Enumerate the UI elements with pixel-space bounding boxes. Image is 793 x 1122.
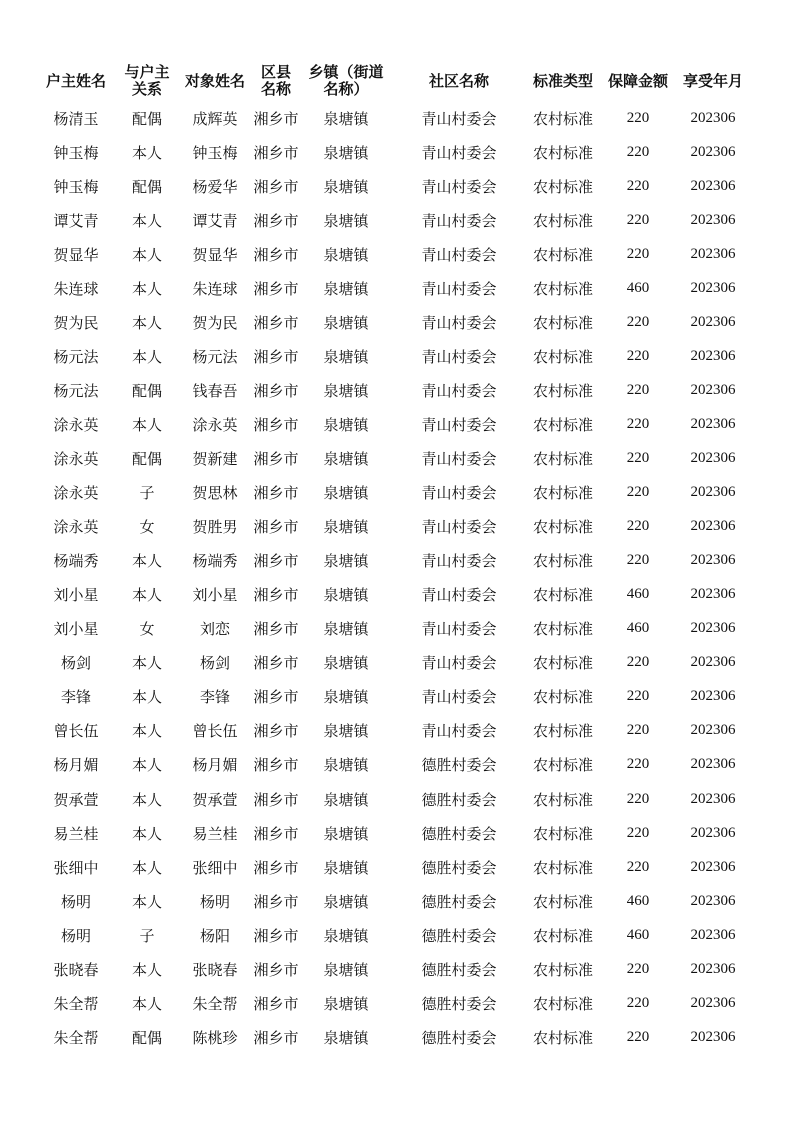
cell-householder-name: 谭艾青	[53, 211, 99, 230]
cell-period: 202306	[690, 381, 736, 398]
table-row	[0, 544, 793, 578]
cell-community: 德胜村委会	[421, 1028, 497, 1047]
header-relation: 与户主 关系	[124, 63, 170, 98]
cell-community: 青山村委会	[421, 415, 497, 434]
cell-amount: 220	[626, 177, 650, 194]
cell-subject-name: 贺新建	[192, 450, 238, 468]
cell-county: 湘乡市	[253, 858, 299, 877]
cell-standard-type: 农村标准	[532, 381, 593, 400]
cell-community: 德胜村委会	[421, 994, 497, 1013]
cell-subject-name: 谭艾青	[192, 211, 238, 230]
cell-township: 泉塘镇	[323, 756, 369, 775]
cell-subject-name: 贺显华	[192, 245, 238, 264]
cell-subject-name: 贺胜男	[192, 518, 238, 537]
cell-period: 202306	[690, 960, 736, 977]
cell-county: 湘乡市	[253, 143, 299, 162]
cell-community: 青山村委会	[421, 177, 497, 196]
cell-county: 湘乡市	[253, 279, 299, 298]
cell-county: 湘乡市	[253, 313, 299, 332]
table-row	[0, 135, 793, 169]
cell-township: 泉塘镇	[323, 994, 369, 1013]
cell-county: 湘乡市	[253, 347, 299, 366]
cell-period: 202306	[690, 245, 736, 262]
cell-standard-type: 农村标准	[532, 926, 593, 945]
cell-period: 202306	[690, 518, 736, 535]
cell-community: 青山村委会	[421, 586, 497, 605]
cell-householder-name: 易兰桂	[53, 824, 99, 843]
header-subject-name: 对象姓名	[184, 71, 245, 90]
cell-standard-type: 农村标准	[532, 620, 593, 639]
cell-period: 202306	[690, 450, 736, 466]
cell-community: 青山村委会	[421, 722, 497, 741]
cell-amount: 220	[626, 347, 650, 364]
cell-householder-name: 张细中	[53, 858, 99, 877]
cell-standard-type: 农村标准	[532, 450, 593, 468]
cell-period: 202306	[690, 722, 736, 739]
cell-standard-type: 农村标准	[532, 415, 593, 434]
cell-standard-type: 农村标准	[532, 313, 593, 332]
table-row	[0, 816, 793, 850]
cell-county: 湘乡市	[253, 586, 299, 605]
cell-period: 202306	[690, 620, 736, 637]
cell-amount: 220	[626, 245, 650, 262]
cell-householder-name: 杨明	[60, 892, 91, 911]
cell-township: 泉塘镇	[323, 177, 369, 196]
cell-standard-type: 农村标准	[532, 143, 593, 162]
cell-subject-name: 张晓春	[192, 960, 238, 979]
table-row	[0, 714, 793, 748]
cell-period: 202306	[690, 347, 736, 364]
table-row	[0, 646, 793, 680]
cell-subject-name: 朱全帮	[192, 994, 238, 1013]
cell-township: 泉塘镇	[323, 211, 369, 230]
cell-relation: 本人	[131, 994, 162, 1013]
cell-householder-name: 涂永英	[53, 484, 99, 503]
header-county: 区县 名称	[260, 63, 291, 98]
cell-subject-name: 刘恋	[199, 620, 230, 639]
cell-standard-type: 农村标准	[532, 109, 593, 128]
cell-standard-type: 农村标准	[532, 654, 593, 673]
cell-community: 青山村委会	[421, 518, 497, 537]
cell-township: 泉塘镇	[323, 415, 369, 434]
cell-householder-name: 杨月媚	[53, 756, 99, 775]
cell-community: 青山村委会	[421, 381, 497, 400]
cell-community: 青山村委会	[421, 484, 497, 503]
table-row	[0, 169, 793, 203]
cell-standard-type: 农村标准	[532, 245, 593, 264]
cell-standard-type: 农村标准	[532, 586, 593, 605]
cell-township: 泉塘镇	[323, 824, 369, 843]
cell-county: 湘乡市	[253, 211, 299, 230]
cell-relation: 本人	[131, 756, 162, 775]
cell-period: 202306	[690, 177, 736, 194]
cell-subject-name: 杨元法	[192, 347, 238, 366]
cell-township: 泉塘镇	[323, 790, 369, 809]
cell-householder-name: 刘小星	[53, 620, 99, 639]
cell-county: 湘乡市	[253, 450, 299, 468]
cell-subject-name: 涂永英	[192, 415, 238, 434]
cell-amount: 220	[626, 484, 650, 501]
cell-community: 青山村委会	[421, 109, 497, 128]
cell-amount: 460	[626, 586, 650, 603]
cell-community: 德胜村委会	[421, 858, 497, 877]
cell-standard-type: 农村标准	[532, 994, 593, 1013]
cell-householder-name: 张晓春	[53, 960, 99, 979]
table-row	[0, 271, 793, 305]
cell-relation: 女	[139, 518, 155, 537]
cell-subject-name: 钱春吾	[192, 381, 238, 400]
cell-community: 青山村委会	[421, 654, 497, 673]
cell-householder-name: 刘小星	[53, 586, 99, 605]
table-header	[0, 58, 793, 104]
cell-community: 青山村委会	[421, 620, 497, 639]
cell-township: 泉塘镇	[323, 1028, 369, 1047]
cell-subject-name: 陈桃珍	[192, 1028, 238, 1047]
cell-community: 德胜村委会	[421, 892, 497, 911]
table-row	[0, 339, 793, 373]
cell-township: 泉塘镇	[323, 347, 369, 366]
cell-subject-name: 杨端秀	[192, 552, 238, 571]
table-row	[0, 748, 793, 782]
cell-amount: 220	[626, 994, 650, 1011]
cell-community: 青山村委会	[421, 552, 497, 571]
cell-period: 202306	[690, 1028, 736, 1045]
cell-relation: 本人	[131, 313, 162, 332]
cell-subject-name: 杨爱华	[192, 177, 238, 196]
cell-township: 泉塘镇	[323, 518, 369, 537]
cell-amount: 460	[626, 892, 650, 909]
cell-householder-name: 钟玉梅	[53, 177, 99, 196]
cell-amount: 460	[626, 620, 650, 637]
cell-township: 泉塘镇	[323, 926, 369, 945]
cell-county: 湘乡市	[253, 245, 299, 264]
cell-standard-type: 农村标准	[532, 518, 593, 537]
table-row	[0, 918, 793, 952]
cell-subject-name: 曾长伍	[192, 722, 238, 741]
cell-community: 青山村委会	[421, 279, 497, 298]
cell-householder-name: 杨端秀	[53, 552, 99, 571]
cell-relation: 本人	[131, 858, 162, 877]
cell-amount: 220	[626, 143, 650, 160]
cell-period: 202306	[690, 858, 736, 875]
cell-township: 泉塘镇	[323, 245, 369, 264]
cell-standard-type: 农村标准	[532, 824, 593, 843]
cell-period: 202306	[690, 313, 736, 330]
cell-standard-type: 农村标准	[532, 858, 593, 877]
cell-householder-name: 贺为民	[53, 313, 99, 332]
cell-amount: 220	[626, 790, 650, 807]
cell-amount: 220	[626, 415, 650, 432]
cell-relation: 本人	[131, 790, 162, 809]
table-row	[0, 373, 793, 407]
cell-householder-name: 贺显华	[53, 245, 99, 264]
cell-relation: 子	[139, 926, 155, 945]
cell-householder-name: 曾长伍	[53, 722, 99, 741]
header-community: 社区名称	[428, 71, 489, 90]
cell-standard-type: 农村标准	[532, 960, 593, 979]
cell-township: 泉塘镇	[323, 484, 369, 503]
cell-relation: 本人	[131, 211, 162, 230]
cell-subject-name: 杨剑	[199, 654, 230, 673]
cell-township: 泉塘镇	[323, 143, 369, 162]
cell-township: 泉塘镇	[323, 552, 369, 571]
cell-period: 202306	[690, 586, 736, 603]
cell-amount: 220	[626, 381, 650, 398]
cell-period: 202306	[690, 143, 736, 160]
cell-householder-name: 杨元法	[53, 347, 99, 366]
cell-township: 泉塘镇	[323, 586, 369, 605]
cell-relation: 子	[139, 484, 155, 503]
table-row	[0, 510, 793, 544]
cell-amount: 460	[626, 279, 650, 296]
cell-standard-type: 农村标准	[532, 688, 593, 707]
cell-standard-type: 农村标准	[532, 756, 593, 775]
cell-relation: 女	[139, 620, 155, 639]
cell-township: 泉塘镇	[323, 620, 369, 639]
cell-county: 湘乡市	[253, 484, 299, 503]
cell-householder-name: 杨元法	[53, 381, 99, 400]
cell-householder-name: 朱全帮	[53, 1028, 99, 1047]
cell-relation: 本人	[131, 552, 162, 571]
cell-relation: 本人	[131, 347, 162, 366]
cell-community: 青山村委会	[421, 211, 497, 230]
cell-relation: 本人	[131, 892, 162, 911]
cell-relation: 配偶	[131, 109, 162, 128]
cell-subject-name: 朱连球	[192, 279, 238, 298]
cell-standard-type: 农村标准	[532, 177, 593, 196]
table-row	[0, 952, 793, 986]
cell-community: 青山村委会	[421, 688, 497, 707]
cell-relation: 本人	[131, 654, 162, 673]
cell-householder-name: 杨清玉	[53, 109, 99, 128]
cell-period: 202306	[690, 688, 736, 705]
cell-subject-name: 刘小星	[192, 586, 238, 605]
cell-county: 湘乡市	[253, 381, 299, 400]
cell-community: 德胜村委会	[421, 790, 497, 809]
header-amount: 保障金额	[607, 71, 668, 90]
cell-subject-name: 杨月媚	[192, 756, 238, 775]
cell-relation: 配偶	[131, 381, 162, 400]
cell-amount: 460	[626, 926, 650, 943]
cell-township: 泉塘镇	[323, 654, 369, 673]
cell-householder-name: 贺承萱	[53, 790, 99, 809]
cell-subject-name: 成辉英	[192, 109, 238, 128]
cell-standard-type: 农村标准	[532, 279, 593, 298]
cell-community: 德胜村委会	[421, 926, 497, 945]
cell-subject-name: 杨明	[199, 892, 230, 911]
cell-relation: 配偶	[131, 1028, 162, 1047]
cell-householder-name: 涂永英	[53, 415, 99, 434]
cell-subject-name: 钟玉梅	[192, 143, 238, 162]
cell-amount: 220	[626, 722, 650, 739]
header-householder-name: 户主姓名	[45, 71, 106, 90]
cell-amount: 220	[626, 518, 650, 535]
cell-relation: 本人	[131, 824, 162, 843]
cell-subject-name: 张细中	[192, 858, 238, 877]
cell-period: 202306	[690, 994, 736, 1011]
cell-relation: 本人	[131, 960, 162, 979]
table-row	[0, 407, 793, 441]
cell-standard-type: 农村标准	[532, 211, 593, 230]
cell-subject-name: 贺思林	[192, 484, 238, 503]
cell-community: 青山村委会	[421, 347, 497, 366]
cell-amount: 220	[626, 450, 650, 466]
cell-township: 泉塘镇	[323, 381, 369, 400]
cell-township: 泉塘镇	[323, 722, 369, 741]
cell-community: 青山村委会	[421, 313, 497, 332]
cell-householder-name: 杨明	[60, 926, 91, 945]
cell-standard-type: 农村标准	[532, 892, 593, 911]
cell-period: 202306	[690, 415, 736, 432]
cell-standard-type: 农村标准	[532, 552, 593, 571]
table-row	[0, 476, 793, 510]
cell-county: 湘乡市	[253, 960, 299, 979]
cell-amount: 220	[626, 688, 650, 705]
cell-period: 202306	[690, 109, 736, 126]
cell-relation: 配偶	[131, 450, 162, 468]
cell-period: 202306	[690, 892, 736, 909]
cell-subject-name: 李锋	[199, 688, 230, 707]
table-row	[0, 612, 793, 646]
cell-householder-name: 钟玉梅	[53, 143, 99, 162]
table-row	[0, 680, 793, 714]
header-period: 享受年月	[682, 71, 743, 90]
cell-householder-name: 李锋	[60, 688, 91, 707]
cell-period: 202306	[690, 926, 736, 943]
cell-period: 202306	[690, 756, 736, 773]
cell-county: 湘乡市	[253, 620, 299, 639]
cell-amount: 220	[626, 211, 650, 228]
cell-community: 青山村委会	[421, 245, 497, 264]
cell-county: 湘乡市	[253, 756, 299, 775]
header-township: 乡镇（街道 名称）	[308, 63, 384, 98]
cell-county: 湘乡市	[253, 824, 299, 843]
cell-relation: 本人	[131, 586, 162, 605]
cell-township: 泉塘镇	[323, 450, 369, 468]
cell-standard-type: 农村标准	[532, 722, 593, 741]
cell-standard-type: 农村标准	[532, 1028, 593, 1047]
cell-subject-name: 易兰桂	[192, 824, 238, 843]
cell-township: 泉塘镇	[323, 960, 369, 979]
cell-standard-type: 农村标准	[532, 484, 593, 503]
cell-relation: 本人	[131, 245, 162, 264]
cell-period: 202306	[690, 279, 736, 296]
cell-township: 泉塘镇	[323, 109, 369, 128]
cell-amount: 220	[626, 313, 650, 330]
cell-county: 湘乡市	[253, 109, 299, 128]
cell-period: 202306	[690, 211, 736, 228]
cell-amount: 220	[626, 858, 650, 875]
cell-subject-name: 杨阳	[199, 926, 230, 945]
cell-community: 德胜村委会	[421, 756, 497, 775]
cell-amount: 220	[626, 756, 650, 773]
cell-period: 202306	[690, 790, 736, 807]
table-row	[0, 237, 793, 271]
cell-period: 202306	[690, 552, 736, 569]
cell-relation: 本人	[131, 415, 162, 434]
table-row	[0, 782, 793, 816]
cell-township: 泉塘镇	[323, 313, 369, 332]
table-row	[0, 986, 793, 1020]
cell-county: 湘乡市	[253, 790, 299, 809]
cell-county: 湘乡市	[253, 688, 299, 707]
cell-period: 202306	[690, 824, 736, 841]
cell-relation: 本人	[131, 279, 162, 298]
cell-township: 泉塘镇	[323, 279, 369, 298]
cell-amount: 220	[626, 1028, 650, 1045]
cell-county: 湘乡市	[253, 892, 299, 911]
cell-county: 湘乡市	[253, 552, 299, 571]
cell-relation: 配偶	[131, 177, 162, 196]
table-row	[0, 850, 793, 884]
cell-amount: 220	[626, 109, 650, 126]
cell-county: 湘乡市	[253, 415, 299, 434]
cell-township: 泉塘镇	[323, 858, 369, 877]
cell-amount: 220	[626, 654, 650, 671]
cell-householder-name: 朱连球	[53, 279, 99, 298]
table-row	[0, 305, 793, 339]
cell-amount: 220	[626, 824, 650, 841]
cell-householder-name: 涂永英	[53, 518, 99, 537]
table-row	[0, 578, 793, 612]
cell-county: 湘乡市	[253, 926, 299, 945]
cell-community: 德胜村委会	[421, 960, 497, 979]
cell-county: 湘乡市	[253, 994, 299, 1013]
table-row	[0, 442, 793, 476]
cell-relation: 本人	[131, 143, 162, 162]
cell-subject-name: 贺承萱	[192, 790, 238, 809]
cell-period: 202306	[690, 484, 736, 501]
cell-amount: 220	[626, 960, 650, 977]
cell-standard-type: 农村标准	[532, 790, 593, 809]
cell-householder-name: 杨剑	[60, 654, 91, 673]
cell-relation: 本人	[131, 722, 162, 741]
cell-county: 湘乡市	[253, 518, 299, 537]
cell-householder-name: 涂永英	[53, 450, 99, 468]
cell-period: 202306	[690, 654, 736, 671]
cell-township: 泉塘镇	[323, 892, 369, 911]
cell-community: 青山村委会	[421, 143, 497, 162]
cell-county: 湘乡市	[253, 1028, 299, 1047]
cell-subject-name: 贺为民	[192, 313, 238, 332]
cell-county: 湘乡市	[253, 177, 299, 196]
cell-community: 德胜村委会	[421, 824, 497, 843]
table-row	[0, 884, 793, 918]
cell-amount: 220	[626, 552, 650, 569]
cell-county: 湘乡市	[253, 654, 299, 673]
cell-county: 湘乡市	[253, 722, 299, 741]
table-row	[0, 203, 793, 237]
table-row	[0, 101, 793, 135]
cell-householder-name: 朱全帮	[53, 994, 99, 1013]
table-row	[0, 1020, 793, 1054]
cell-relation: 本人	[131, 688, 162, 707]
cell-community: 青山村委会	[421, 450, 497, 468]
cell-standard-type: 农村标准	[532, 347, 593, 366]
cell-township: 泉塘镇	[323, 688, 369, 707]
header-standard-type: 标准类型	[532, 71, 593, 90]
